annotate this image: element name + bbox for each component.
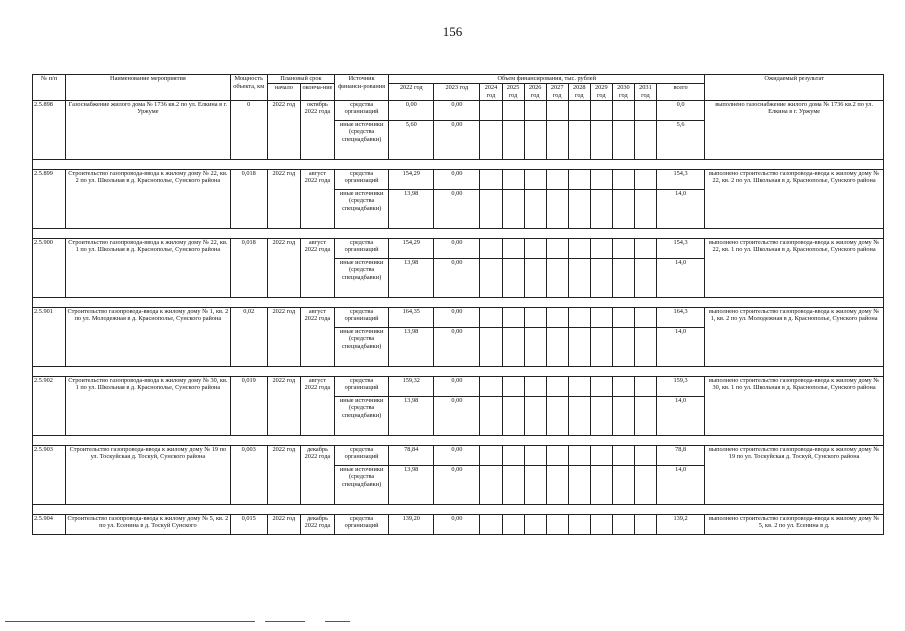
value-2023: 0,00 bbox=[434, 169, 480, 189]
page-number: 156 bbox=[442, 24, 463, 39]
value-2023: 0,00 bbox=[434, 327, 480, 366]
empty-cell bbox=[590, 169, 612, 189]
row-source: иные источники (средства спецнадбавки) bbox=[335, 189, 389, 228]
footer-line bbox=[5, 621, 255, 622]
value-2022: 13,98 bbox=[389, 465, 434, 504]
empty-cell bbox=[634, 189, 656, 228]
value-2022: 13,98 bbox=[389, 258, 434, 297]
table-row bbox=[33, 100, 884, 120]
row-name: Газоснабжение жилого дома № 1736 кв.2 по ул. Елкина в г. Уржуме bbox=[66, 100, 231, 159]
value-total: 14,0 bbox=[656, 258, 704, 297]
empty-cell bbox=[612, 327, 634, 366]
empty-cell bbox=[612, 169, 634, 189]
financing-table bbox=[32, 74, 884, 535]
empty-cell bbox=[590, 396, 612, 435]
value-2023: 0,00 bbox=[434, 465, 480, 504]
value-total: 14,0 bbox=[656, 396, 704, 435]
empty-cell bbox=[546, 189, 568, 228]
empty-cell bbox=[568, 169, 590, 189]
row-result: выполнено строительство газопровода-ввода к жилому дому № 22, кв. 1 по ул. Школьная в д. Краснополье, Сунского района bbox=[705, 238, 884, 297]
empty-cell bbox=[590, 120, 612, 159]
row-number: 2.5.899 bbox=[33, 169, 66, 228]
empty-cell bbox=[546, 258, 568, 297]
empty-cell bbox=[480, 238, 502, 258]
header-source: Источник финанси-рования bbox=[335, 75, 389, 101]
empty-cell bbox=[568, 514, 590, 534]
header-year: 2030 год bbox=[612, 83, 634, 100]
row-capacity: 0,003 bbox=[230, 445, 267, 504]
empty-cell bbox=[590, 445, 612, 465]
empty-cell bbox=[612, 120, 634, 159]
empty-cell bbox=[480, 307, 502, 327]
row-source: средства организаций bbox=[335, 307, 389, 327]
empty-cell bbox=[546, 376, 568, 396]
value-2022: 78,84 bbox=[389, 445, 434, 465]
row-name: Строительство газопровода-ввода к жилому дому № 22, кв. 2 по ул. Школьная в д. Краснополье, Сунского района bbox=[66, 169, 231, 228]
empty-cell bbox=[524, 307, 546, 327]
empty-cell bbox=[480, 465, 502, 504]
row-start: 2022 год bbox=[267, 169, 300, 228]
table-body bbox=[33, 100, 884, 534]
empty-cell bbox=[634, 169, 656, 189]
empty-cell bbox=[480, 100, 502, 120]
row-number: 2.5.902 bbox=[33, 376, 66, 435]
empty-cell bbox=[502, 238, 524, 258]
row-capacity: 0,019 bbox=[230, 376, 267, 435]
value-2022: 0,00 bbox=[389, 100, 434, 120]
row-source: иные источники (средства спецнадбавки) bbox=[335, 327, 389, 366]
empty-cell bbox=[546, 238, 568, 258]
empty-cell bbox=[612, 100, 634, 120]
empty-cell bbox=[480, 189, 502, 228]
empty-cell bbox=[502, 120, 524, 159]
row-source: средства организаций bbox=[335, 100, 389, 120]
row-capacity: 0,018 bbox=[230, 238, 267, 297]
empty-cell bbox=[502, 100, 524, 120]
header-end: оконча-ние bbox=[300, 83, 334, 100]
gap-cell bbox=[33, 228, 884, 238]
empty-cell bbox=[590, 258, 612, 297]
empty-cell bbox=[524, 396, 546, 435]
empty-cell bbox=[634, 376, 656, 396]
empty-cell bbox=[480, 376, 502, 396]
row-number: 2.5.903 bbox=[33, 445, 66, 504]
header-start: начало bbox=[267, 83, 300, 100]
empty-cell bbox=[546, 445, 568, 465]
empty-cell bbox=[590, 238, 612, 258]
empty-cell bbox=[524, 514, 546, 534]
row-result: выполнено строительство газопровода-ввода к жилому дому № 19 по ул. Тоскуйская д. Тоскуй, Сунского района bbox=[705, 445, 884, 504]
row-result: выполнено строительство газопровода-ввода к жилому дому № 1, кв. 2 по ул. Молодежная в д. Краснополье, Сунского района bbox=[705, 307, 884, 366]
row-source: средства организаций bbox=[335, 169, 389, 189]
gap-cell bbox=[33, 297, 884, 307]
table-row bbox=[33, 238, 884, 258]
empty-cell bbox=[568, 189, 590, 228]
row-end: декабрь 2022 года bbox=[300, 514, 334, 534]
empty-cell bbox=[568, 307, 590, 327]
header-result: Ожидаемый результат bbox=[705, 75, 884, 101]
table-row bbox=[33, 376, 884, 396]
empty-cell bbox=[634, 514, 656, 534]
empty-cell bbox=[634, 396, 656, 435]
empty-cell bbox=[590, 189, 612, 228]
empty-cell bbox=[502, 258, 524, 297]
row-end: октябрь 2022 года bbox=[300, 100, 334, 159]
empty-cell bbox=[612, 258, 634, 297]
value-2022: 5,60 bbox=[389, 120, 434, 159]
header-year: 2023 год bbox=[434, 83, 480, 100]
header-plan-term: Плановый срок bbox=[267, 75, 334, 84]
empty-cell bbox=[524, 169, 546, 189]
gap-cell bbox=[33, 366, 884, 376]
value-total: 164,3 bbox=[656, 307, 704, 327]
value-2022: 13,98 bbox=[389, 189, 434, 228]
empty-cell bbox=[502, 169, 524, 189]
value-total: 14,0 bbox=[656, 189, 704, 228]
value-2022: 139,20 bbox=[389, 514, 434, 534]
empty-cell bbox=[546, 327, 568, 366]
value-total: 139,2 bbox=[656, 514, 704, 534]
row-result: выполнено газоснабжение жилого дома № 1736 кв.2 по ул. Елкина в г. Уржуме bbox=[705, 100, 884, 159]
value-2023: 0,00 bbox=[434, 258, 480, 297]
row-end: август 2022 года bbox=[300, 376, 334, 435]
row-capacity: 0,015 bbox=[230, 514, 267, 534]
header-year: 2031 год bbox=[634, 83, 656, 100]
empty-cell bbox=[502, 514, 524, 534]
empty-cell bbox=[590, 307, 612, 327]
empty-cell bbox=[546, 120, 568, 159]
row-number: 2.5.901 bbox=[33, 307, 66, 366]
value-total: 0,0 bbox=[656, 100, 704, 120]
empty-cell bbox=[568, 258, 590, 297]
row-start: 2022 год bbox=[267, 514, 300, 534]
header-capacity: Мощность объекта, км bbox=[230, 75, 267, 101]
empty-cell bbox=[546, 514, 568, 534]
row-gap bbox=[33, 297, 884, 307]
empty-cell bbox=[502, 189, 524, 228]
empty-cell bbox=[568, 465, 590, 504]
empty-cell bbox=[568, 100, 590, 120]
empty-cell bbox=[634, 120, 656, 159]
row-start: 2022 год bbox=[267, 307, 300, 366]
empty-cell bbox=[568, 238, 590, 258]
empty-cell bbox=[524, 258, 546, 297]
header-year: 2027 год bbox=[546, 83, 568, 100]
empty-cell bbox=[480, 120, 502, 159]
empty-cell bbox=[480, 445, 502, 465]
value-2022: 154,29 bbox=[389, 238, 434, 258]
row-capacity: 0,02 bbox=[230, 307, 267, 366]
value-2023: 0,00 bbox=[434, 376, 480, 396]
row-gap bbox=[33, 228, 884, 238]
row-source: иные источники (средства спецнадбавки) bbox=[335, 396, 389, 435]
table-row bbox=[33, 445, 884, 465]
footer-line bbox=[265, 621, 305, 622]
header-year: 2024 год bbox=[480, 83, 502, 100]
empty-cell bbox=[634, 100, 656, 120]
row-start: 2022 год bbox=[267, 238, 300, 297]
row-result: выполнено строительство газопровода-ввода к жилому дому № 5, кв. 2 по ул. Есенина в д. bbox=[705, 514, 884, 534]
value-total: 14,0 bbox=[656, 327, 704, 366]
row-number: 2.5.900 bbox=[33, 238, 66, 297]
header-year: 2026 год bbox=[524, 83, 546, 100]
empty-cell bbox=[612, 396, 634, 435]
row-name: Строительство газопровода-ввода к жилому дому № 19 по ул. Тоскуйская д. Тоскуй, Сунского района bbox=[66, 445, 231, 504]
empty-cell bbox=[568, 376, 590, 396]
empty-cell bbox=[612, 465, 634, 504]
empty-cell bbox=[502, 307, 524, 327]
value-2022: 159,32 bbox=[389, 376, 434, 396]
empty-cell bbox=[612, 238, 634, 258]
value-2022: 164,35 bbox=[389, 307, 434, 327]
empty-cell bbox=[634, 238, 656, 258]
empty-cell bbox=[502, 465, 524, 504]
empty-cell bbox=[524, 327, 546, 366]
empty-cell bbox=[524, 445, 546, 465]
empty-cell bbox=[502, 445, 524, 465]
value-total: 78,8 bbox=[656, 445, 704, 465]
empty-cell bbox=[568, 327, 590, 366]
row-source: средства организаций bbox=[335, 376, 389, 396]
header-num: № п/п bbox=[33, 75, 66, 101]
empty-cell bbox=[568, 120, 590, 159]
value-2023: 0,00 bbox=[434, 238, 480, 258]
value-2023: 0,00 bbox=[434, 514, 480, 534]
row-result: выполнено строительство газопровода-ввода к жилому дому № 30, кв. 1 по ул. Школьная в д. Краснополье, Сунского района bbox=[705, 376, 884, 435]
gap-cell bbox=[33, 435, 884, 445]
value-2023: 0,00 bbox=[434, 396, 480, 435]
row-start: 2022 год bbox=[267, 100, 300, 159]
value-total: 14,0 bbox=[656, 465, 704, 504]
value-2022: 154,29 bbox=[389, 169, 434, 189]
empty-cell bbox=[590, 514, 612, 534]
row-name: Строительство газопровода-ввода к жилому дому № 5, кв. 2 по ул. Есенина в д. Тоскуй Сунского bbox=[66, 514, 231, 534]
row-gap bbox=[33, 504, 884, 514]
empty-cell bbox=[480, 327, 502, 366]
table-row bbox=[33, 514, 884, 534]
empty-cell bbox=[546, 100, 568, 120]
table-header bbox=[33, 75, 884, 101]
row-capacity: 0,018 bbox=[230, 169, 267, 228]
row-number: 2.5.904 bbox=[33, 514, 66, 534]
value-2023: 0,00 bbox=[434, 307, 480, 327]
empty-cell bbox=[590, 376, 612, 396]
header-year: 2028 год bbox=[568, 83, 590, 100]
row-name: Строительство газопровода-ввода к жилому дому № 22, кв. 1 по ул. Школьная в д. Краснополье, Сунского района bbox=[66, 238, 231, 297]
row-gap bbox=[33, 159, 884, 169]
empty-cell bbox=[612, 514, 634, 534]
empty-cell bbox=[546, 396, 568, 435]
row-name: Строительство газопровода-ввода к жилому дому № 1, кв. 2 по ул. Молодежная в д. Краснополье, Сунского района bbox=[66, 307, 231, 366]
empty-cell bbox=[590, 100, 612, 120]
row-end: декабрь 2022 года bbox=[300, 445, 334, 504]
value-2023: 0,00 bbox=[434, 120, 480, 159]
empty-cell bbox=[480, 396, 502, 435]
table-row bbox=[33, 307, 884, 327]
empty-cell bbox=[524, 238, 546, 258]
empty-cell bbox=[524, 189, 546, 228]
header-volume: Объем финансирования, тыс. рублей bbox=[389, 75, 705, 84]
empty-cell bbox=[634, 258, 656, 297]
empty-cell bbox=[634, 307, 656, 327]
row-source: иные источники (средства спецнадбавки) bbox=[335, 258, 389, 297]
row-start: 2022 год bbox=[267, 376, 300, 435]
empty-cell bbox=[546, 465, 568, 504]
empty-cell bbox=[480, 258, 502, 297]
empty-cell bbox=[612, 445, 634, 465]
empty-cell bbox=[612, 307, 634, 327]
row-source: средства организаций bbox=[335, 514, 389, 534]
value-2022: 13,98 bbox=[389, 327, 434, 366]
row-start: 2022 год bbox=[267, 445, 300, 504]
header-year: всего bbox=[656, 83, 704, 100]
empty-cell bbox=[590, 327, 612, 366]
table-row bbox=[33, 169, 884, 189]
header-year: 2022 год bbox=[389, 83, 434, 100]
row-end: август 2022 года bbox=[300, 307, 334, 366]
empty-cell bbox=[568, 445, 590, 465]
row-name: Строительство газопровода-ввода к жилому дому № 30, кв. 1 по ул. Школьная в д. Краснополье, Сунского района bbox=[66, 376, 231, 435]
header-name: Наименование мероприятия bbox=[66, 75, 231, 101]
row-number: 2.5.898 bbox=[33, 100, 66, 159]
empty-cell bbox=[546, 169, 568, 189]
value-total: 154,3 bbox=[656, 238, 704, 258]
empty-cell bbox=[524, 120, 546, 159]
footer-line bbox=[325, 621, 350, 622]
row-capacity: 0 bbox=[230, 100, 267, 159]
empty-cell bbox=[524, 376, 546, 396]
empty-cell bbox=[590, 465, 612, 504]
value-2022: 13,98 bbox=[389, 396, 434, 435]
empty-cell bbox=[546, 307, 568, 327]
empty-cell bbox=[568, 396, 590, 435]
empty-cell bbox=[634, 465, 656, 504]
header-year: 2025 год bbox=[502, 83, 524, 100]
value-2023: 0,00 bbox=[434, 445, 480, 465]
value-total: 5,6 bbox=[656, 120, 704, 159]
row-source: иные источники (средства спецнадбавки) bbox=[335, 465, 389, 504]
empty-cell bbox=[480, 514, 502, 534]
gap-cell bbox=[33, 504, 884, 514]
empty-cell bbox=[634, 327, 656, 366]
value-total: 154,3 bbox=[656, 169, 704, 189]
empty-cell bbox=[502, 327, 524, 366]
empty-cell bbox=[612, 376, 634, 396]
value-2023: 0,00 bbox=[434, 189, 480, 228]
gap-cell bbox=[33, 159, 884, 169]
empty-cell bbox=[502, 396, 524, 435]
row-source: средства организаций bbox=[335, 445, 389, 465]
row-end: август 2022 года bbox=[300, 169, 334, 228]
empty-cell bbox=[612, 189, 634, 228]
row-source: иные источники (средства спецнадбавки) bbox=[335, 120, 389, 159]
row-source: средства организаций bbox=[335, 238, 389, 258]
empty-cell bbox=[634, 445, 656, 465]
empty-cell bbox=[524, 100, 546, 120]
header-year: 2029 год bbox=[590, 83, 612, 100]
value-total: 159,3 bbox=[656, 376, 704, 396]
row-gap bbox=[33, 435, 884, 445]
empty-cell bbox=[480, 169, 502, 189]
value-2023: 0,00 bbox=[434, 100, 480, 120]
row-end: август 2022 года bbox=[300, 238, 334, 297]
empty-cell bbox=[502, 376, 524, 396]
empty-cell bbox=[524, 465, 546, 504]
row-result: выполнено строительство газопровода-ввода к жилому дому № 22, кв. 2 по ул. Школьная в д. Краснополье, Сунского района bbox=[705, 169, 884, 228]
row-gap bbox=[33, 366, 884, 376]
